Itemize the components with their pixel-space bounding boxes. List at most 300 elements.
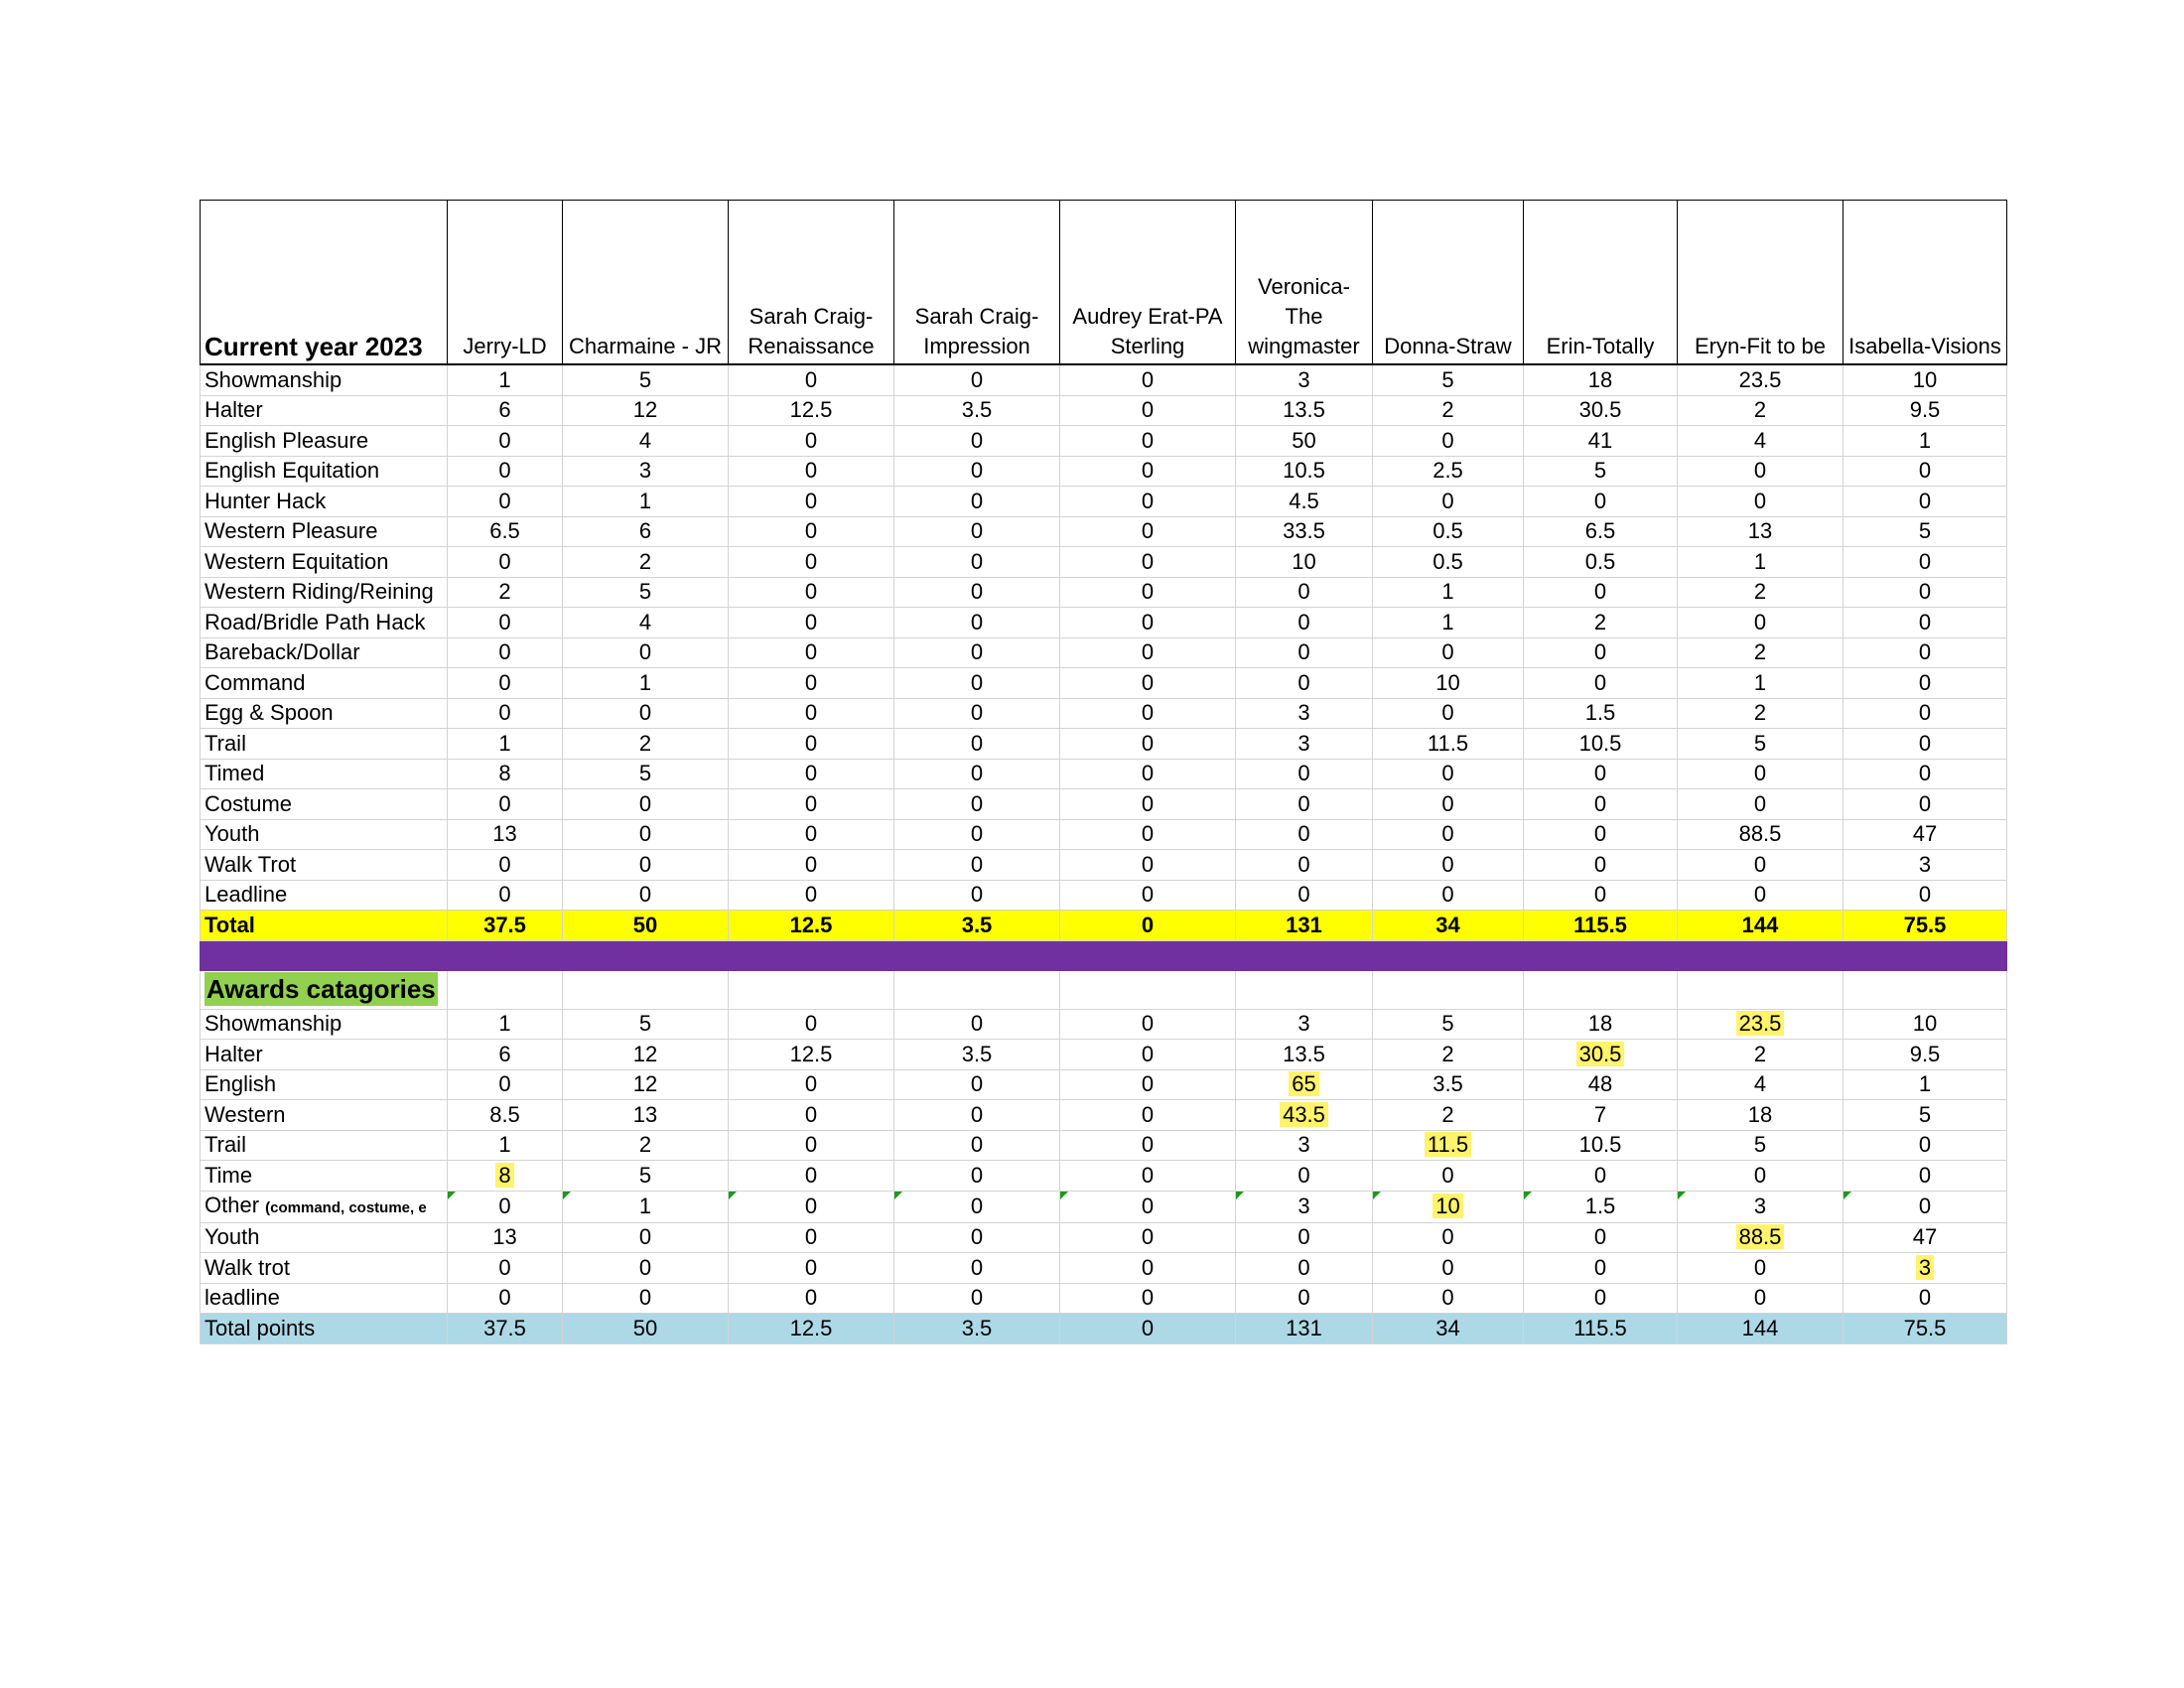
- cell-value: 0: [894, 668, 1060, 699]
- award-value: 0: [1753, 1254, 1767, 1280]
- award-cell: [1678, 1130, 1843, 1161]
- cell-value: 0: [729, 577, 894, 608]
- award-cell: [1236, 1222, 1373, 1253]
- award-cell: [729, 1130, 894, 1161]
- award-value: 8: [495, 1163, 513, 1188]
- award-value: 0: [970, 1194, 984, 1218]
- award-label-cell: [201, 1069, 448, 1100]
- awards-title-row: [201, 970, 2007, 1009]
- comment-marker-icon[interactable]: [1060, 1192, 1068, 1199]
- empty-cell: [1843, 970, 2007, 1009]
- award-cell: [1843, 1130, 2007, 1161]
- row-label: English Equitation: [201, 456, 448, 487]
- cell-value: 0: [894, 850, 1060, 881]
- column-header: Donna-Straw: [1373, 201, 1524, 365]
- award-label: Youth: [205, 1224, 260, 1250]
- cell-value: 0: [1843, 789, 2007, 820]
- award-label: Showmanship: [205, 1011, 342, 1037]
- column-header: Charmaine - JR: [563, 201, 729, 365]
- award-value: 6: [498, 1041, 511, 1066]
- award-value: 3: [1297, 1132, 1310, 1158]
- award-cell: [1060, 1191, 1236, 1222]
- empty-cell: [729, 970, 894, 1009]
- award-value: 65: [1289, 1071, 1318, 1096]
- award-value: 0: [1918, 1132, 1932, 1158]
- cell-value: 0: [1236, 789, 1373, 820]
- cell-value: 18: [1524, 364, 1678, 395]
- comment-marker-icon[interactable]: [1524, 1192, 1532, 1199]
- cell-value: 0: [729, 608, 894, 638]
- empty-cell: [1060, 970, 1236, 1009]
- cell-value: 0: [729, 850, 894, 881]
- award-value: 0: [1141, 1132, 1155, 1158]
- cell-value: 1: [1678, 547, 1843, 578]
- cell-value: 3: [1236, 364, 1373, 395]
- award-value: 8.5: [489, 1101, 520, 1127]
- award-cell: [1843, 1009, 2007, 1040]
- cell-value: 0: [729, 819, 894, 850]
- cell-value: 5: [1524, 456, 1678, 487]
- award-value: 23.5: [1736, 1011, 1785, 1036]
- separator-cell: [1236, 940, 1373, 970]
- cell-value: 0: [1373, 850, 1524, 881]
- award-cell: [1524, 1161, 1678, 1192]
- cell-value: 0: [1060, 668, 1236, 699]
- comment-marker-icon[interactable]: [894, 1192, 902, 1199]
- cell-value: 0: [1524, 880, 1678, 911]
- award-label-note: (command, costume, e: [265, 1198, 427, 1216]
- column-header: Eryn-Fit to be: [1678, 201, 1843, 365]
- award-cell: [1843, 1040, 2007, 1070]
- award-value: 0: [1141, 1071, 1155, 1097]
- award-cell: [1843, 1191, 2007, 1222]
- empty-cell: [563, 970, 729, 1009]
- award-value: 0: [1918, 1162, 1932, 1188]
- award-cell: [1524, 1283, 1678, 1314]
- cell-value: 0: [448, 487, 563, 517]
- cell-value: 0: [1060, 637, 1236, 668]
- cell-value: 1: [563, 668, 729, 699]
- award-cell: [729, 1040, 894, 1070]
- table-row: [201, 487, 2007, 517]
- separator-cell: [1524, 940, 1678, 970]
- award-value: 0: [804, 1254, 818, 1280]
- total-points-value: 34: [1373, 1314, 1524, 1344]
- award-label-cell: [201, 1040, 448, 1070]
- cell-value: 1: [563, 487, 729, 517]
- cell-value: 0: [1843, 759, 2007, 789]
- total-points-label: Total points: [201, 1314, 448, 1344]
- cell-value: 0: [1843, 729, 2007, 760]
- cell-value: 5: [1678, 729, 1843, 760]
- award-label-cell: [201, 1161, 448, 1192]
- award-cell: [448, 1283, 563, 1314]
- comment-marker-icon[interactable]: [1678, 1192, 1686, 1199]
- award-cell: [1678, 1100, 1843, 1131]
- table-row: [201, 880, 2007, 911]
- cell-value: 0: [894, 759, 1060, 789]
- cell-value: 0: [729, 759, 894, 789]
- table-row: [201, 364, 2007, 395]
- cell-value: 0: [448, 456, 563, 487]
- award-cell: [1236, 1283, 1373, 1314]
- comment-marker-icon[interactable]: [1236, 1192, 1244, 1199]
- award-cell: [1678, 1161, 1843, 1192]
- row-label: Western Equitation: [201, 547, 448, 578]
- cell-value: 6.5: [448, 516, 563, 547]
- award-cell: [894, 1040, 1060, 1070]
- cell-value: 0.5: [1373, 516, 1524, 547]
- award-cell: [1843, 1100, 2007, 1131]
- cell-value: 2: [1524, 608, 1678, 638]
- cell-value: 0: [1373, 426, 1524, 457]
- award-value: 0: [804, 1224, 818, 1250]
- cell-value: 0: [894, 789, 1060, 820]
- cell-value: 13: [1678, 516, 1843, 547]
- cell-value: 0: [563, 880, 729, 911]
- cell-value: 0: [1236, 759, 1373, 789]
- cell-value: 3: [1236, 729, 1373, 760]
- award-label: Time: [205, 1162, 253, 1188]
- award-value: 13: [632, 1101, 658, 1127]
- award-value: 1: [1918, 1071, 1932, 1097]
- award-value: 12: [632, 1071, 658, 1097]
- cell-value: 1: [448, 729, 563, 760]
- award-cell: [448, 1040, 563, 1070]
- award-value: 0: [970, 1101, 984, 1127]
- cell-value: 5: [563, 759, 729, 789]
- cell-value: 2: [1678, 395, 1843, 426]
- cell-value: 4: [563, 426, 729, 457]
- award-value: 0: [1297, 1224, 1310, 1250]
- award-cell: [1843, 1069, 2007, 1100]
- cell-value: 0: [1843, 577, 2007, 608]
- award-value: 13: [492, 1224, 517, 1250]
- cell-value: 0: [894, 608, 1060, 638]
- cell-value: 0: [1678, 759, 1843, 789]
- award-value: 3: [1916, 1255, 1934, 1280]
- cell-value: 0: [1843, 487, 2007, 517]
- cell-value: 4: [563, 608, 729, 638]
- award-cell: [1373, 1100, 1524, 1131]
- table-row: [201, 637, 2007, 668]
- award-value: 0: [638, 1254, 652, 1280]
- award-cell: [563, 1253, 729, 1284]
- award-value: 12.5: [789, 1041, 833, 1066]
- award-value: 0: [498, 1194, 511, 1218]
- empty-cell: [1524, 970, 1678, 1009]
- cell-value: 4.5: [1236, 487, 1373, 517]
- award-label: Other: [205, 1192, 260, 1217]
- award-value: 0: [804, 1101, 818, 1127]
- award-cell: [1060, 1222, 1236, 1253]
- award-cell: [1373, 1009, 1524, 1040]
- table-row: [201, 759, 2007, 789]
- award-cell: [448, 1069, 563, 1100]
- cell-value: 23.5: [1678, 364, 1843, 395]
- award-cell: [448, 1100, 563, 1131]
- cell-value: 0: [729, 547, 894, 578]
- cell-value: 0: [894, 637, 1060, 668]
- cell-value: 0: [1373, 880, 1524, 911]
- cell-value: 0: [1843, 668, 2007, 699]
- award-cell: [563, 1100, 729, 1131]
- row-label: Showmanship: [201, 364, 448, 395]
- award-cell: [894, 1283, 1060, 1314]
- award-cell: [1373, 1253, 1524, 1284]
- standings-table: [200, 200, 2007, 1344]
- cell-value: 6: [448, 395, 563, 426]
- award-value: 5: [1918, 1101, 1932, 1127]
- cell-value: 0: [1236, 608, 1373, 638]
- cell-value: 10: [1843, 364, 2007, 395]
- cell-value: 0: [1373, 819, 1524, 850]
- cell-value: 1.5: [1524, 698, 1678, 729]
- separator-row: [201, 940, 2007, 970]
- cell-value: 0: [1060, 759, 1236, 789]
- award-cell: [1060, 1253, 1236, 1284]
- cell-value: 0: [894, 516, 1060, 547]
- award-cell: [894, 1191, 1060, 1222]
- award-value: 10: [1912, 1011, 1938, 1037]
- award-cell: [1524, 1222, 1678, 1253]
- cell-value: 2: [448, 577, 563, 608]
- cell-value: 0: [1678, 456, 1843, 487]
- cell-value: 0: [1060, 729, 1236, 760]
- separator-cell: [1373, 940, 1524, 970]
- comment-marker-icon[interactable]: [1843, 1192, 1851, 1199]
- total-value: 50: [563, 911, 729, 941]
- cell-value: 0: [1060, 850, 1236, 881]
- table-row: [201, 456, 2007, 487]
- cell-value: 0: [448, 850, 563, 881]
- cell-value: 0: [729, 698, 894, 729]
- award-value: 0: [638, 1224, 652, 1250]
- comment-marker-icon[interactable]: [563, 1192, 571, 1199]
- cell-value: 0: [729, 668, 894, 699]
- award-value: 0: [1753, 1285, 1767, 1311]
- award-cell: [448, 1222, 563, 1253]
- award-value: 5: [1753, 1132, 1767, 1158]
- cell-value: 2: [1678, 577, 1843, 608]
- award-value: 0: [1141, 1194, 1155, 1218]
- award-cell: [1678, 1040, 1843, 1070]
- cell-value: 6.5: [1524, 516, 1678, 547]
- award-value: 9.5: [1909, 1041, 1941, 1066]
- cell-value: 5: [563, 577, 729, 608]
- award-value: 0: [1141, 1101, 1155, 1127]
- cell-value: 0: [563, 789, 729, 820]
- total-points-value: 131: [1236, 1314, 1373, 1344]
- award-cell: [1678, 1009, 1843, 1040]
- row-label: Command: [201, 668, 448, 699]
- award-value: 5: [638, 1011, 652, 1037]
- comment-marker-icon[interactable]: [1373, 1192, 1381, 1199]
- award-cell: [448, 1161, 563, 1192]
- award-value: 0: [804, 1071, 818, 1097]
- separator-cell: [563, 940, 729, 970]
- cell-value: 0: [563, 698, 729, 729]
- total-value: 34: [1373, 911, 1524, 941]
- award-value: 0: [1593, 1224, 1607, 1250]
- column-header: Sarah Craig-Renaissance: [729, 201, 894, 365]
- row-label: Leadline: [201, 880, 448, 911]
- empty-cell: [448, 970, 563, 1009]
- award-value: 3: [1297, 1011, 1310, 1037]
- award-cell: [894, 1161, 1060, 1192]
- cell-value: 0: [563, 819, 729, 850]
- cell-value: 2: [1373, 395, 1524, 426]
- cell-value: 0: [448, 608, 563, 638]
- cell-value: 0: [894, 547, 1060, 578]
- award-label-cell: [201, 1191, 448, 1222]
- cell-value: 0: [1236, 880, 1373, 911]
- award-value: 1: [638, 1194, 652, 1218]
- row-label: Bareback/Dollar: [201, 637, 448, 668]
- award-label-cell: [201, 1253, 448, 1284]
- award-value: 0: [638, 1285, 652, 1311]
- award-value: 5: [1441, 1011, 1454, 1037]
- cell-value: 0: [894, 364, 1060, 395]
- total-value: 37.5: [448, 911, 563, 941]
- total-value: 144: [1678, 911, 1843, 941]
- award-label: leadline: [205, 1285, 280, 1311]
- award-value: 0: [1441, 1224, 1454, 1250]
- award-value: 10.5: [1578, 1132, 1622, 1158]
- cell-value: 2: [563, 547, 729, 578]
- row-label: Walk Trot: [201, 850, 448, 881]
- award-value: 0: [1593, 1162, 1607, 1188]
- cell-value: 0: [1524, 487, 1678, 517]
- row-label: Timed: [201, 759, 448, 789]
- column-header: Erin-Totally: [1524, 201, 1678, 365]
- cell-value: 0: [1678, 789, 1843, 820]
- cell-value: 0: [1524, 850, 1678, 881]
- award-cell: [1060, 1009, 1236, 1040]
- award-value: 0: [1918, 1194, 1932, 1218]
- cell-value: 5: [1843, 516, 2007, 547]
- award-cell: [1524, 1009, 1678, 1040]
- total-value: 12.5: [729, 911, 894, 941]
- row-label: Western Riding/Reining: [201, 577, 448, 608]
- table-row: [201, 789, 2007, 820]
- cell-value: 2: [563, 729, 729, 760]
- award-value: 11.5: [1425, 1132, 1471, 1157]
- comment-marker-icon[interactable]: [729, 1192, 737, 1199]
- cell-value: 6: [563, 516, 729, 547]
- table-row: [201, 577, 2007, 608]
- award-value: 12: [632, 1041, 658, 1066]
- table-row: [201, 426, 2007, 457]
- award-cell: [1843, 1222, 2007, 1253]
- total-points-value: 115.5: [1524, 1314, 1678, 1344]
- separator-cell: [1678, 940, 1843, 970]
- cell-value: 0.5: [1524, 547, 1678, 578]
- cell-value: 0: [1843, 698, 2007, 729]
- column-header: Jerry-LD: [448, 201, 563, 365]
- award-value: 0: [1141, 1162, 1155, 1188]
- cell-value: 0: [1678, 608, 1843, 638]
- row-label: Trail: [201, 729, 448, 760]
- column-header: Isabella-Visions: [1843, 201, 2007, 365]
- award-label-cell: [201, 1009, 448, 1040]
- award-cell: [729, 1222, 894, 1253]
- cell-value: 0: [1843, 880, 2007, 911]
- award-value: 0: [804, 1162, 818, 1188]
- award-value: 0: [1141, 1041, 1155, 1066]
- award-cell: [1373, 1283, 1524, 1314]
- cell-value: 4: [1678, 426, 1843, 457]
- award-value: 2: [1753, 1041, 1767, 1066]
- award-cell: [1236, 1191, 1373, 1222]
- award-cell: [729, 1009, 894, 1040]
- cell-value: 0: [1060, 819, 1236, 850]
- comment-marker-icon[interactable]: [448, 1192, 456, 1199]
- award-row: [201, 1069, 2007, 1100]
- cell-value: 0: [563, 850, 729, 881]
- award-value: 0: [1593, 1254, 1607, 1280]
- cell-value: 3: [1843, 850, 2007, 881]
- table-row: [201, 850, 2007, 881]
- award-cell: [729, 1191, 894, 1222]
- award-cell: [1060, 1040, 1236, 1070]
- award-value: 0: [970, 1285, 984, 1311]
- row-label: Egg & Spoon: [201, 698, 448, 729]
- cell-value: 41: [1524, 426, 1678, 457]
- award-value: 0: [804, 1011, 818, 1037]
- cell-value: 0: [448, 547, 563, 578]
- cell-value: 10.5: [1236, 456, 1373, 487]
- cell-value: 0: [729, 637, 894, 668]
- award-value: 0: [1141, 1254, 1155, 1280]
- award-row: [201, 1191, 2007, 1222]
- cell-value: 0: [729, 456, 894, 487]
- award-cell: [1373, 1191, 1524, 1222]
- cell-value: 0: [1524, 819, 1678, 850]
- award-value: 2: [638, 1132, 652, 1158]
- award-cell: [1843, 1283, 2007, 1314]
- award-cell: [1236, 1100, 1373, 1131]
- cell-value: 9.5: [1843, 395, 2007, 426]
- award-value: 4: [1753, 1071, 1767, 1097]
- cell-value: 13.5: [1236, 395, 1373, 426]
- cell-value: 50: [1236, 426, 1373, 457]
- cell-value: 0: [1843, 608, 2007, 638]
- cell-value: 11.5: [1373, 729, 1524, 760]
- award-cell: [563, 1283, 729, 1314]
- cell-value: 0: [1060, 547, 1236, 578]
- award-value: 0: [498, 1285, 511, 1311]
- cell-value: 88.5: [1678, 819, 1843, 850]
- cell-value: 33.5: [1236, 516, 1373, 547]
- award-value: 0: [970, 1132, 984, 1158]
- award-value: 3.5: [1433, 1071, 1463, 1097]
- cell-value: 0: [1060, 395, 1236, 426]
- cell-value: 0: [1843, 547, 2007, 578]
- total-points-value: 12.5: [729, 1314, 894, 1344]
- cell-value: 12.5: [729, 395, 894, 426]
- sheet-title: Current year 2023: [201, 201, 448, 365]
- cell-value: 12: [563, 395, 729, 426]
- award-cell: [1060, 1161, 1236, 1192]
- award-row: [201, 1283, 2007, 1314]
- award-value: 5: [638, 1162, 652, 1188]
- award-cell: [1678, 1222, 1843, 1253]
- award-value: 0: [804, 1132, 818, 1158]
- total-points-value: 50: [563, 1314, 729, 1344]
- award-value: 0: [970, 1224, 984, 1250]
- cell-value: 0: [1060, 698, 1236, 729]
